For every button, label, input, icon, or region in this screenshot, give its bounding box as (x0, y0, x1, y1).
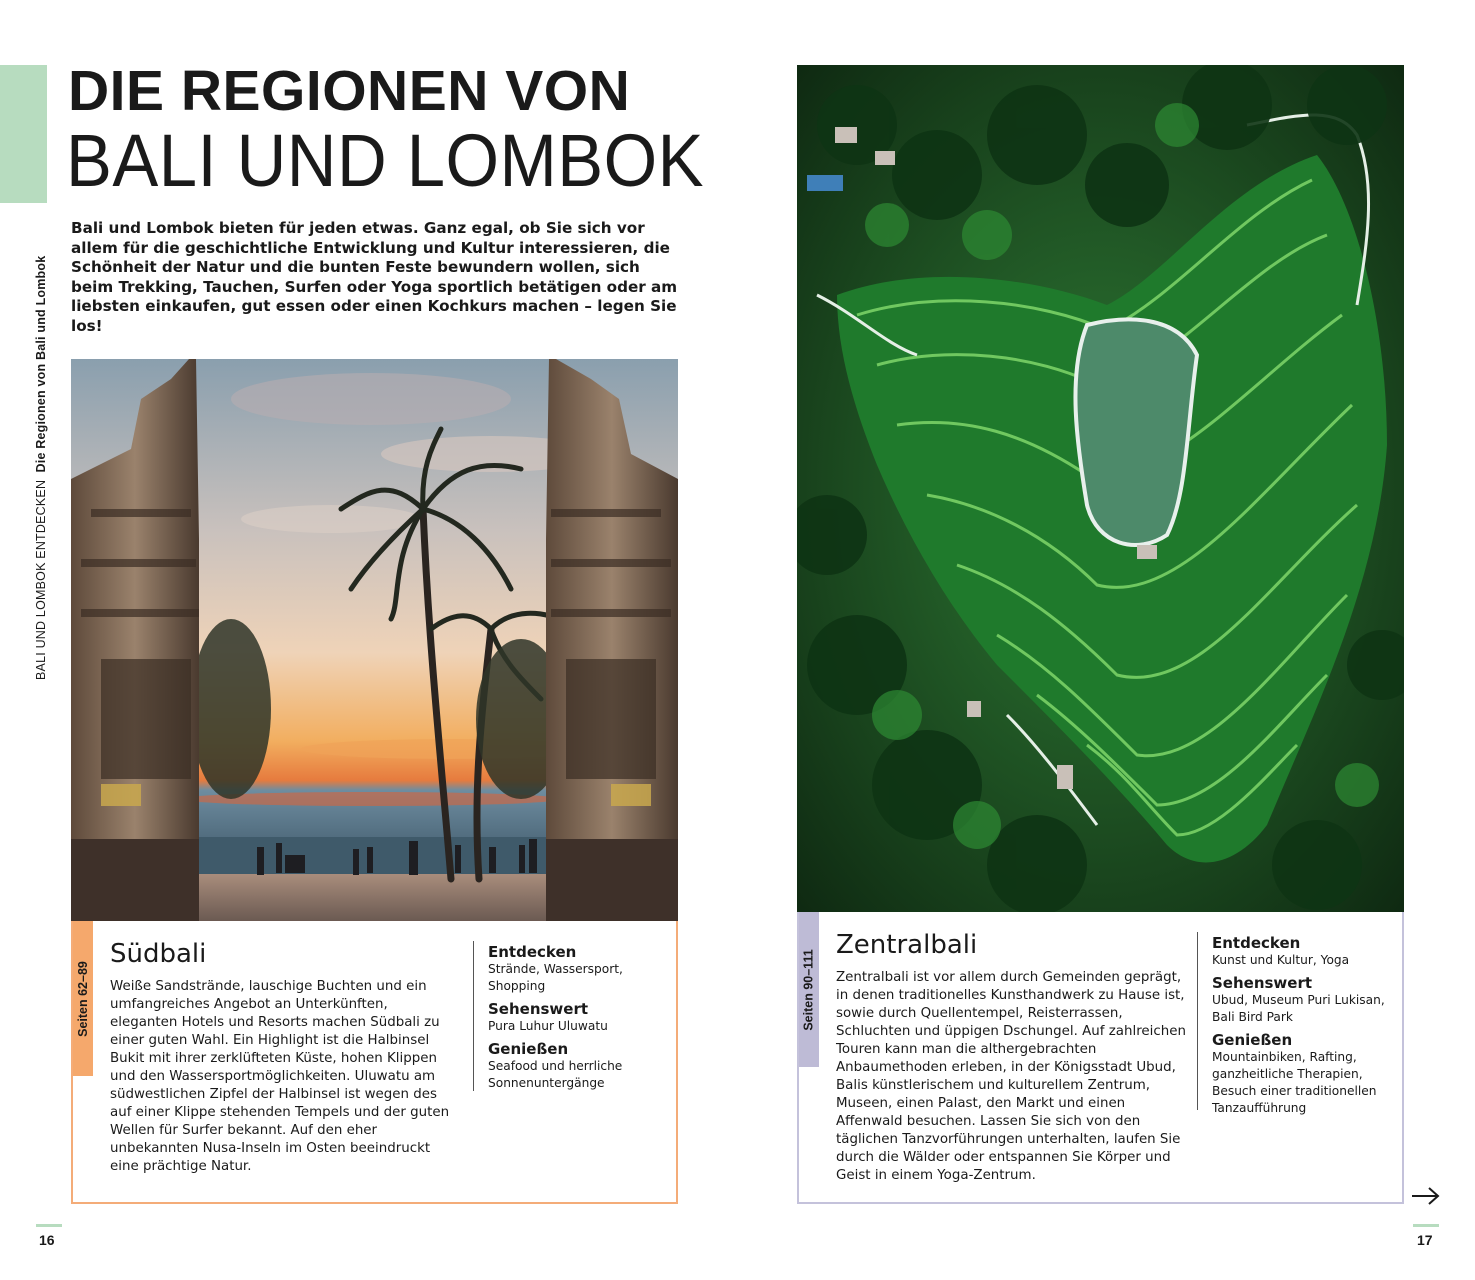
running-header-section: BALI UND LOMBOK ENTDECKEN (34, 479, 48, 680)
page-title-line2: BALI UND LOMBOK (66, 119, 704, 202)
page-title-line1: DIE REGIONEN VON (68, 59, 631, 123)
info-heading-geniessen: Genießen (488, 1040, 569, 1058)
page-reference: Seiten 62–89 (76, 960, 90, 1037)
region-info-box (1197, 932, 1392, 1115)
info-heading-sehenswert: Sehenswert (488, 1000, 589, 1018)
arrow-right-icon[interactable] (1410, 1183, 1442, 1209)
temple-gate-sunset-photo (71, 359, 678, 921)
info-heading-geniessen: Genießen (1212, 1031, 1293, 1049)
page-number-right: 17 (1417, 1232, 1433, 1248)
page-number-left: 16 (39, 1232, 55, 1248)
page-number-accent (1413, 1224, 1439, 1227)
region-description: Zentralbali ist vor allem durch Gemeinden geprägt, in denen traditionelles Kunsthandwerk zu Hause ist, sowie durch Quellentempel, Reisterrassen, Schluchten und üppigen Dschungel. Auf zahlreichen Touren kann man die althergebrachten Anbaumethoden erleben, in der Königsstadt Ubud, Balis künstlerischem und kulturellem Zentrum, Museen, einen Palast, den Markt und einen Affenwald besuchen. Lassen Sie sich von den täglichen Tanzvorführungen unterhalten, laufen Sie durch die Wälder oder entspannen Sie Körper und Geist in einem Yoga-Zentrum. (836, 970, 1186, 1183)
running-header-chapter: Die Regionen von Bali und Lombok (34, 255, 48, 473)
region-card-zentralbali (797, 912, 1404, 1204)
region-title: Südbali (110, 939, 207, 969)
page-reference-tab (73, 921, 93, 1076)
intro-paragraph: Bali und Lombok bieten für jeden etwas. Ganz egal, ob Sie sich vor allem für die geschichtliche Entwicklung und Kultur interessieren, die Schönheit der Natur und die bunten Feste bewundern wollen, sich beim Trekking, Tauchen, Surfen oder Yoga sportlich betätigen oder am liebsten einkaufen, gut essen oder einen Kochkurs machen – legen Sie los! (71, 219, 678, 335)
info-entdecken: Strände, Wassersport, Shopping (488, 962, 623, 993)
info-sehenswert: Ubud, Museum Puri Lukisan, Bali Bird Park (1212, 993, 1385, 1024)
region-description: Weiße Sandstrände, lauschige Buchten und ein umfangreiches Angebot an Unterkünften, eleganten Hotels und Resorts machen Südbali zu einer guten Wahl. Ein Highlight ist die Halbinsel Bukit mit ihrer zerklüfteten Küste, hohen Klippen und den Wassersportmöglichkeiten. Uluwatu am südwestlichen Zipfel der Halbinsel ist wegen des auf einer Klippe stehenden Tempels und der guten Wellen für Surfer bekannt. Auf den eher unbekannten Nusa-Inseln im Osten beeindruckt eine prächtige Natur. (110, 979, 450, 1174)
info-heading-sehenswert: Sehenswert (1212, 974, 1313, 992)
page-reference-tab (799, 912, 819, 1067)
info-heading-entdecken: Entdecken (488, 943, 577, 961)
region-card-suedbali (71, 921, 678, 1204)
info-entdecken: Kunst und Kultur, Yoga (1212, 953, 1350, 967)
info-sehenswert: Pura Luhur Uluwatu (488, 1019, 608, 1033)
rice-terraces-aerial-photo (797, 65, 1404, 912)
region-title: Zentralbali (836, 930, 978, 960)
page-reference: Seiten 90–111 (802, 948, 817, 1031)
info-heading-entdecken: Entdecken (1212, 934, 1301, 952)
info-geniessen: Mountainbiken, Rafting, ganzheitliche Therapien, Besuch einer traditionellen Tanzaufführung (1212, 1050, 1377, 1115)
info-geniessen: Seafood und herrliche Sonnenuntergänge (488, 1059, 623, 1090)
page-number-accent (36, 1224, 62, 1227)
region-info-box (473, 941, 663, 1091)
section-color-tab (0, 65, 47, 203)
running-header-vertical (34, 256, 48, 680)
